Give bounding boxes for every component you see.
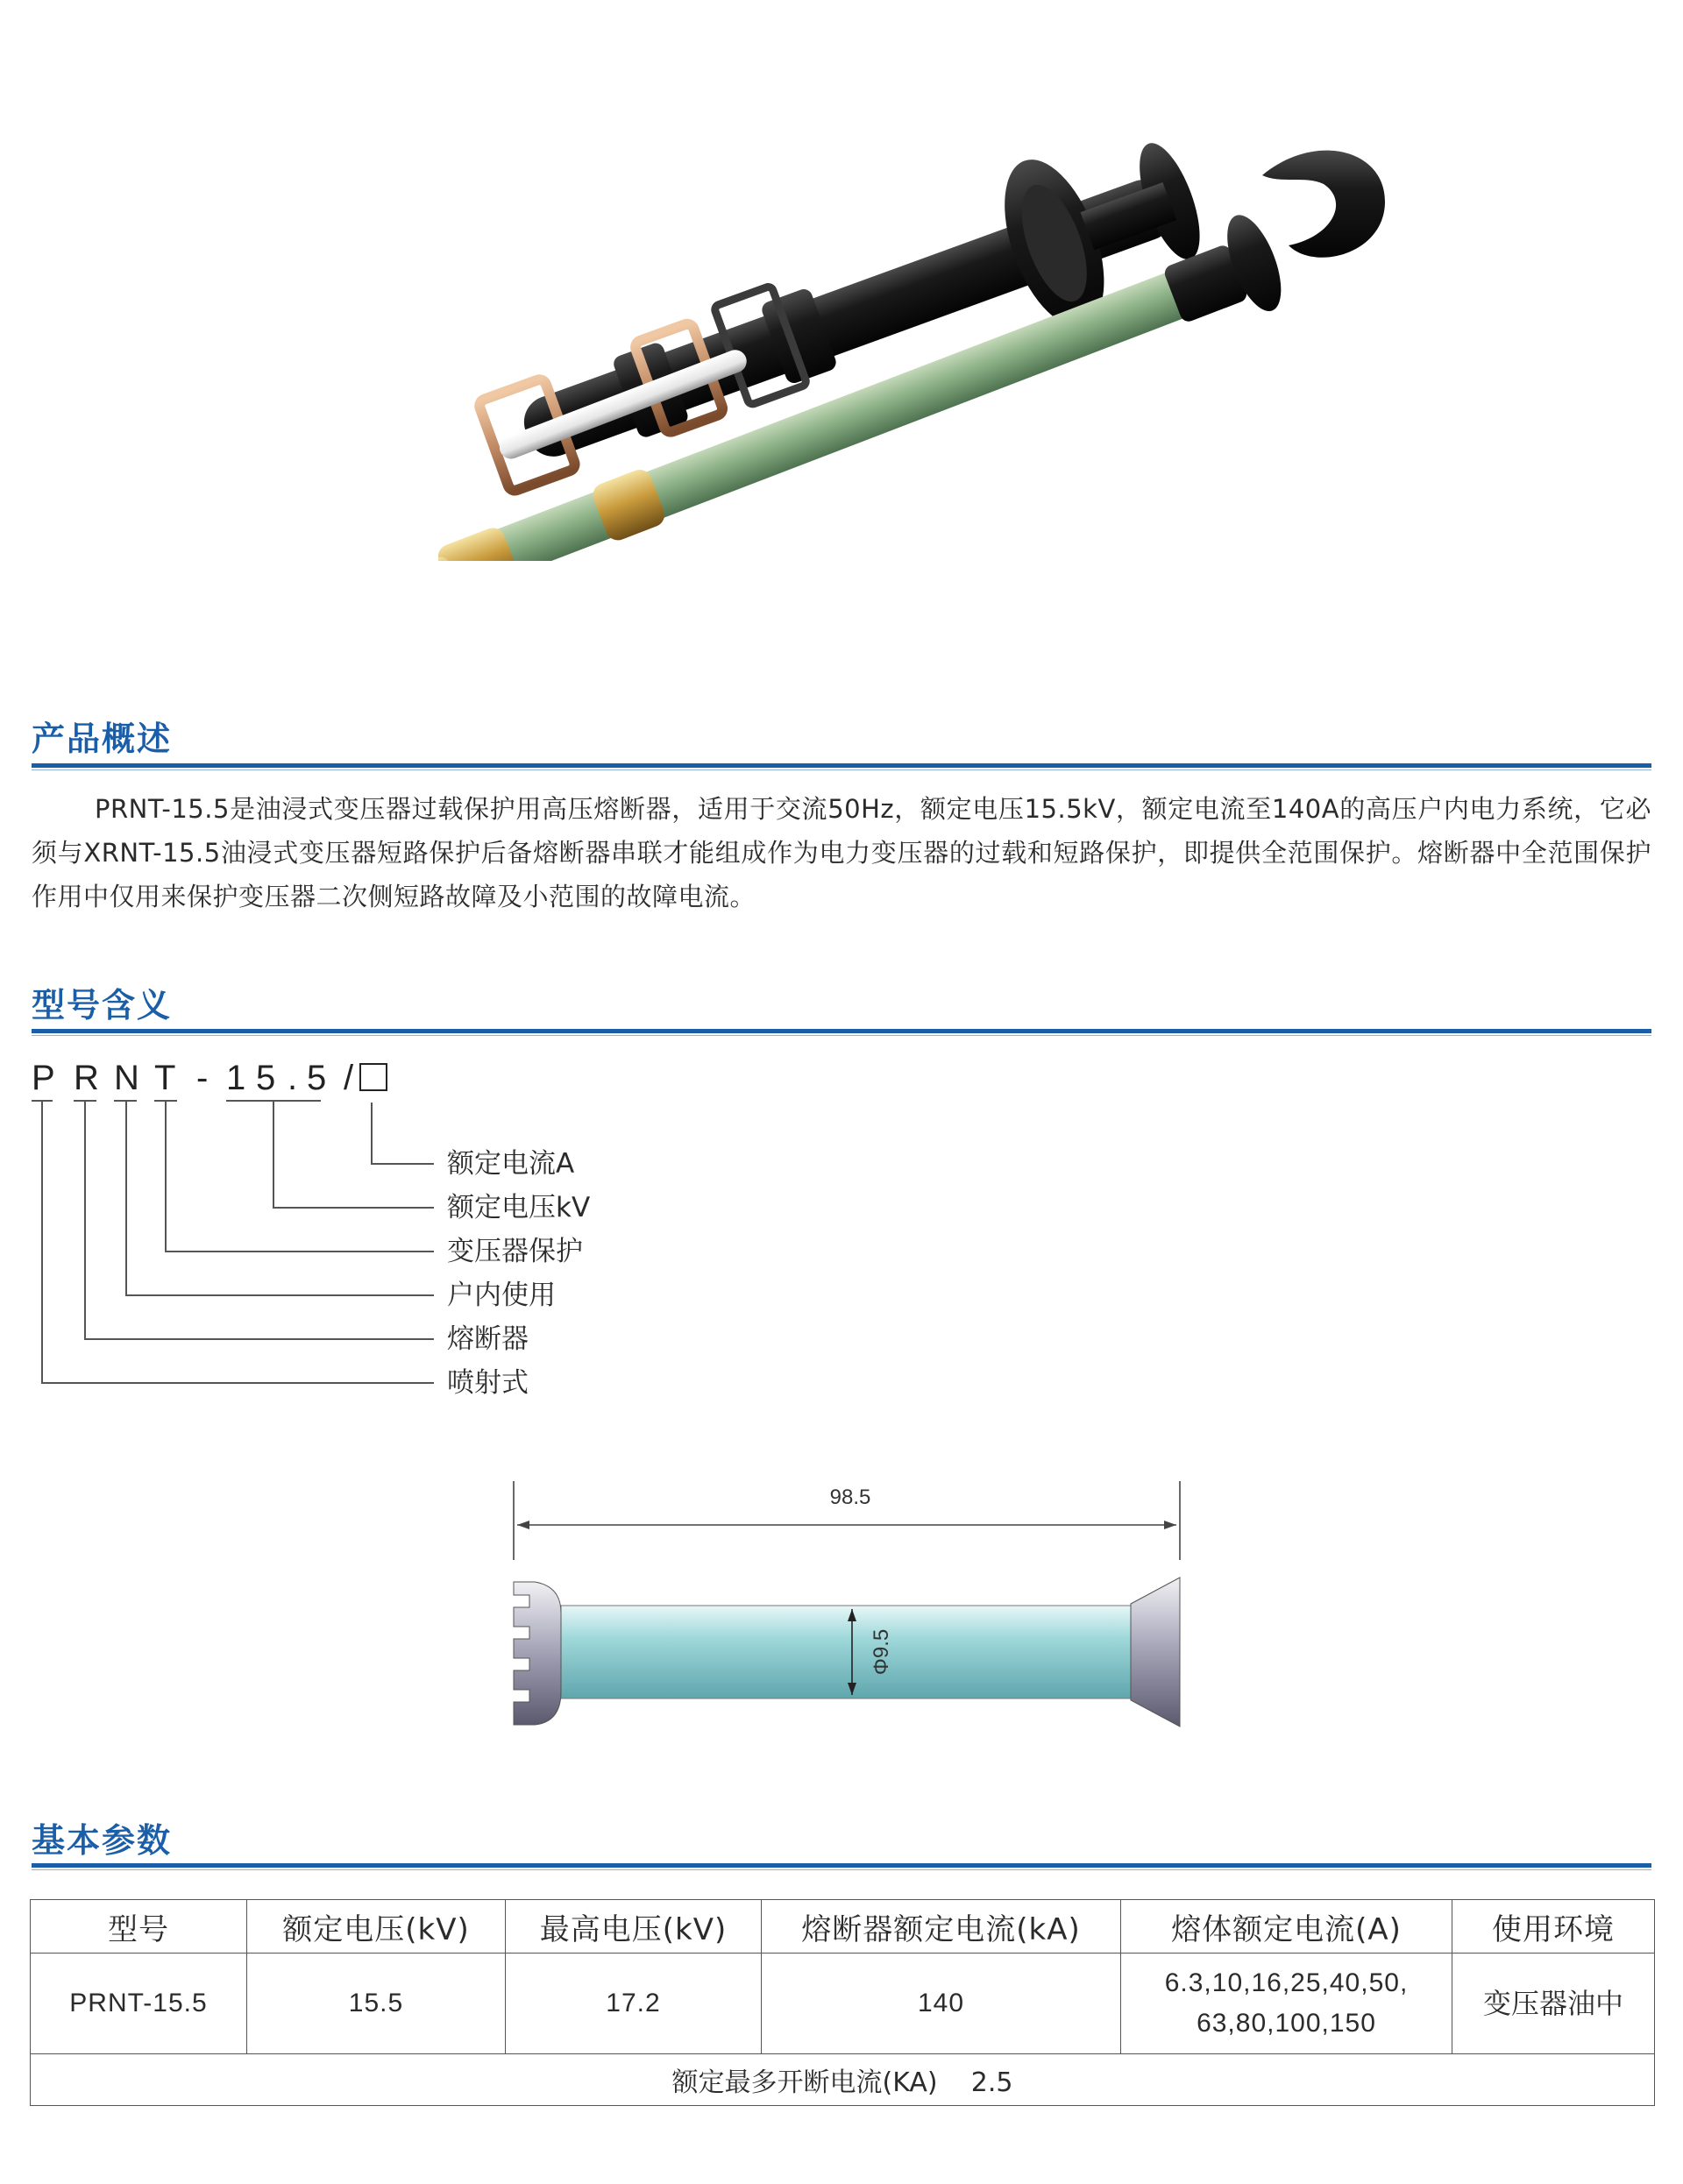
section-divider <box>32 1863 1651 1868</box>
code-char: 1 <box>226 1059 246 1097</box>
params-table <box>30 1899 1655 2106</box>
code-char: R <box>74 1059 99 1097</box>
header-model: 型号 <box>31 1900 247 1954</box>
section-divider <box>32 763 1651 768</box>
overview-paragraph: PRNT-15.5是油浸式变压器过载保护用高压熔断器，适用于交流50Hz，额定电压15.5kV，额定电流至140A的高压户内电力系统，它必须与XRNT-15.5油浸式变压器短路保护后备熔断器串联才能组成作为电力变压器的过载和短路保护，即提供全范围保护。熔断器中全范围保护作用中仅用来保护变压器二次侧短路故障及小范围的故障电流。 <box>32 794 1651 911</box>
code-char: 5 <box>256 1059 276 1097</box>
cell-max-voltage: 17.2 <box>506 1954 762 2054</box>
cell-element-current <box>1121 1954 1452 2054</box>
header-max-voltage: 最高电压(kV) <box>506 1900 762 1954</box>
fuse-dimension-drawing <box>491 1472 1210 1735</box>
length-dimension-label: 98.5 <box>829 1486 871 1509</box>
table-header-row <box>31 1900 1655 1954</box>
cell-rated-voltage: 15.5 <box>247 1954 506 2054</box>
code-char: T <box>154 1059 176 1097</box>
code-char: . <box>288 1059 298 1097</box>
code-char: - <box>196 1059 209 1097</box>
cell-fuse-current: 140 <box>762 1954 1121 2054</box>
cell-environment: 变压器油中 <box>1452 1954 1655 2054</box>
header-fuse-current: 熔断器额定电流(kA) <box>762 1900 1121 1954</box>
element-current-line2: 63,80,100,150 <box>1197 2009 1376 2038</box>
table-row <box>31 1954 1655 2054</box>
legend-indoor-use: 户内使用 <box>447 1280 556 1311</box>
diameter-dimension-label: Φ9.5 <box>870 1628 893 1676</box>
legend-transformer-protection: 变压器保护 <box>447 1236 583 1267</box>
code-char: P <box>32 1059 55 1097</box>
code-char: / <box>344 1059 354 1097</box>
section-title-model: 型号含义 <box>32 986 173 1025</box>
legend-expulsion-type: 喷射式 <box>447 1367 529 1399</box>
model-legend-lines <box>0 1052 666 1402</box>
code-char: N <box>114 1059 139 1097</box>
legend-fuse: 熔断器 <box>447 1323 529 1355</box>
header-rated-voltage: 额定电压(kV) <box>247 1900 506 1954</box>
section-divider <box>32 1029 1651 1033</box>
legend-rated-voltage: 额定电压kV <box>447 1192 591 1223</box>
table-footer-row <box>31 2054 1655 2106</box>
header-element-current: 熔体额定电流(A) <box>1121 1900 1452 1954</box>
code-char: 5 <box>307 1059 327 1097</box>
section-title-params: 基本参数 <box>32 1821 173 1860</box>
element-current-line1: 6.3,10,16,25,40,50, <box>1164 1968 1409 1997</box>
section-title-overview: 产品概述 <box>32 720 173 758</box>
header-environment: 使用环境 <box>1452 1900 1655 1954</box>
cell-model: PRNT-15.5 <box>31 1954 247 2054</box>
cell-breaking-current: 额定最多开断电流(KA) 2.5 <box>31 2054 1655 2106</box>
legend-rated-current: 额定电流A <box>447 1148 575 1180</box>
product-photo <box>438 88 1420 561</box>
